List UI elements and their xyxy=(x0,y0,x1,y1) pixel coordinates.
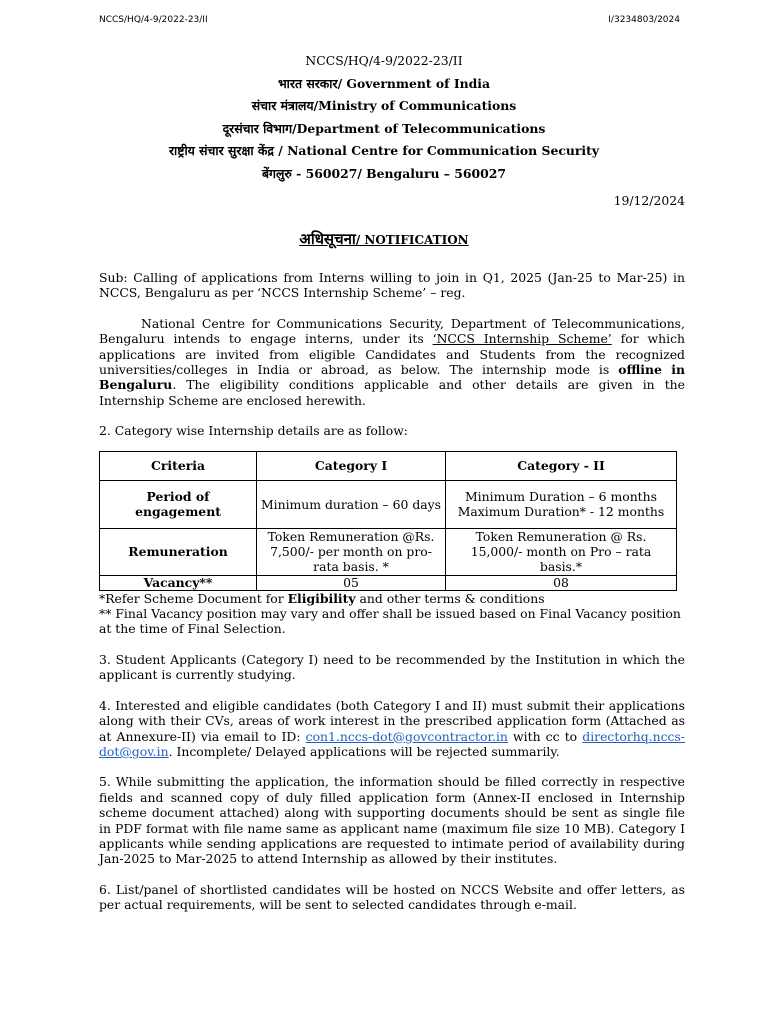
table-header-criteria: Criteria xyxy=(100,451,257,480)
letterhead-department: दूरसंचार विभाग/Department of Telecommunications xyxy=(222,120,546,136)
table-cell-criteria: Vacancy** xyxy=(100,575,257,590)
table-row xyxy=(100,528,677,575)
table-cell-category-1: Minimum duration – 60 days xyxy=(257,480,446,528)
paragraph-1-text-b: for which applications are invited from eligible Candidates and Students from the recognized universities/colleges in India or abroad, as below. The internship mode is xyxy=(99,331,685,378)
table-cell-category-1: 05 xyxy=(257,575,446,590)
paragraph-6: 6. List/panel of shortlisted candidates will be hosted on NCCS Website and offer letters, as per actual requirements, will be sent to selected candidates through e-mail. xyxy=(99,881,685,913)
table-notes xyxy=(99,591,685,637)
email-link-cc[interactable]: directorhq.nccs-dot@gov.in xyxy=(99,728,685,759)
note-eligibility-bold: Eligibility xyxy=(287,590,356,606)
table-cell-category-2 xyxy=(446,480,677,528)
header-reference-left: NCCS/HQ/4-9/2022-23/II xyxy=(99,15,208,25)
table-cell-category-1: Token Remuneration @Rs. 7,500/- per month on pro-rata basis. * xyxy=(257,528,446,575)
paragraph-3: 3. Student Applicants (Category I) need to be recommended by the Institution in which the applicant is currently studying. xyxy=(99,651,685,683)
subject-line: Sub: Calling of applications from Interns willing to join in Q1, 2025 (Jan-25 to Mar-25) in NCCS, Bengaluru as per ‘NCCS Internship Scheme’ – reg. xyxy=(99,270,685,301)
table-row xyxy=(100,480,677,528)
letterhead-centre: राष्ट्रीय संचार सुरक्षा केंद्र / National Centre for Communication Security xyxy=(168,143,600,159)
paragraph-4-text-b: with cc to xyxy=(507,728,583,744)
paragraph-4-text-c: . Incomplete/ Delayed applications will be rejected summarily. xyxy=(168,743,560,759)
note-eligibility-text-b: and other terms & conditions xyxy=(355,590,545,606)
letterhead-govt: भारत सरकार/ Government of India xyxy=(277,75,491,91)
table-cell-criteria: Period of engagement xyxy=(100,480,257,528)
notification-title-hindi: अधिसूचना xyxy=(299,230,356,248)
paragraph-2: 2. Category wise Internship details are as follow: xyxy=(99,423,408,439)
scheme-name: ‘NCCS Internship Scheme’ xyxy=(432,331,612,347)
table-header-category-2: Category - II xyxy=(446,451,677,480)
notification-title-english: / NOTIFICATION xyxy=(355,233,469,247)
header-reference-right: I/3234803/2024 xyxy=(608,15,680,25)
internship-mode: offline in Bengaluru xyxy=(99,362,685,393)
paragraph-1-text-a: National Centre for Communications Security, Department of Telecommunications, Bengaluru intends to engage interns, under its xyxy=(99,315,685,347)
table-cell-criteria: Remuneration xyxy=(100,528,257,575)
note-eligibility xyxy=(99,591,685,606)
table-header-category-1: Category I xyxy=(257,451,446,480)
table-cell-category-2: 08 xyxy=(446,575,677,590)
email-link-primary[interactable]: con1.nccs-dot@govcontractor.in xyxy=(305,728,508,744)
document-date: 19/12/2024 xyxy=(613,193,685,208)
notification-title xyxy=(0,232,768,248)
note-eligibility-text-a: *Refer Scheme Document for xyxy=(99,590,288,606)
paragraph-4-text-a: 4. Interested and eligible candidates (both Category I and II) must submit their applications along with their CVs, areas of work interest in the prescribed application form (Attached as at Annexure-II) via email to ID: xyxy=(99,697,685,744)
document-body xyxy=(99,270,685,913)
table-row xyxy=(100,575,677,590)
paragraph-4 xyxy=(99,698,685,760)
paragraph-1 xyxy=(99,316,685,408)
table-cell-category-2: Token Remuneration @ Rs. 15,000/- month on Pro – rata basis.* xyxy=(446,528,677,575)
letterhead xyxy=(0,50,768,186)
paragraph-1-text-c: . The eligibility conditions applicable and other details are given in the Internship Scheme are enclosed herewith. xyxy=(99,377,685,408)
note-vacancy: ** Final Vacancy position may vary and offer shall be issued based on Final Vacancy position at the time of Final Selection. xyxy=(99,606,681,637)
paragraph-5: 5. While submitting the application, the information should be filled correctly in respective fields and scanned copy of duly filled application form (Annex-II enclosed in Internship scheme document attached) along with supporting documents should be sent as single file in PDF format with file name same as applicant name (maximum file size 10 MB). Category I applicants while sending applications are requested to intimate period of availability during Jan-2025 to Mar-2025 to attend Internship as allowed by their institutes. xyxy=(99,774,685,867)
table-cell-max-duration: Maximum Duration* - 12 months xyxy=(457,504,665,520)
letterhead-ministry: संचार मंत्रालय/Ministry of Communications xyxy=(251,98,517,114)
letterhead-ref: NCCS/HQ/4-9/2022-23/II xyxy=(305,53,463,68)
table-header-row xyxy=(100,451,677,480)
table-cell-min-duration: Minimum Duration – 6 months xyxy=(464,489,658,505)
category-table xyxy=(99,451,677,591)
letterhead-city: बेंगलुरु - 560027/ Bengaluru – 560027 xyxy=(261,165,507,181)
